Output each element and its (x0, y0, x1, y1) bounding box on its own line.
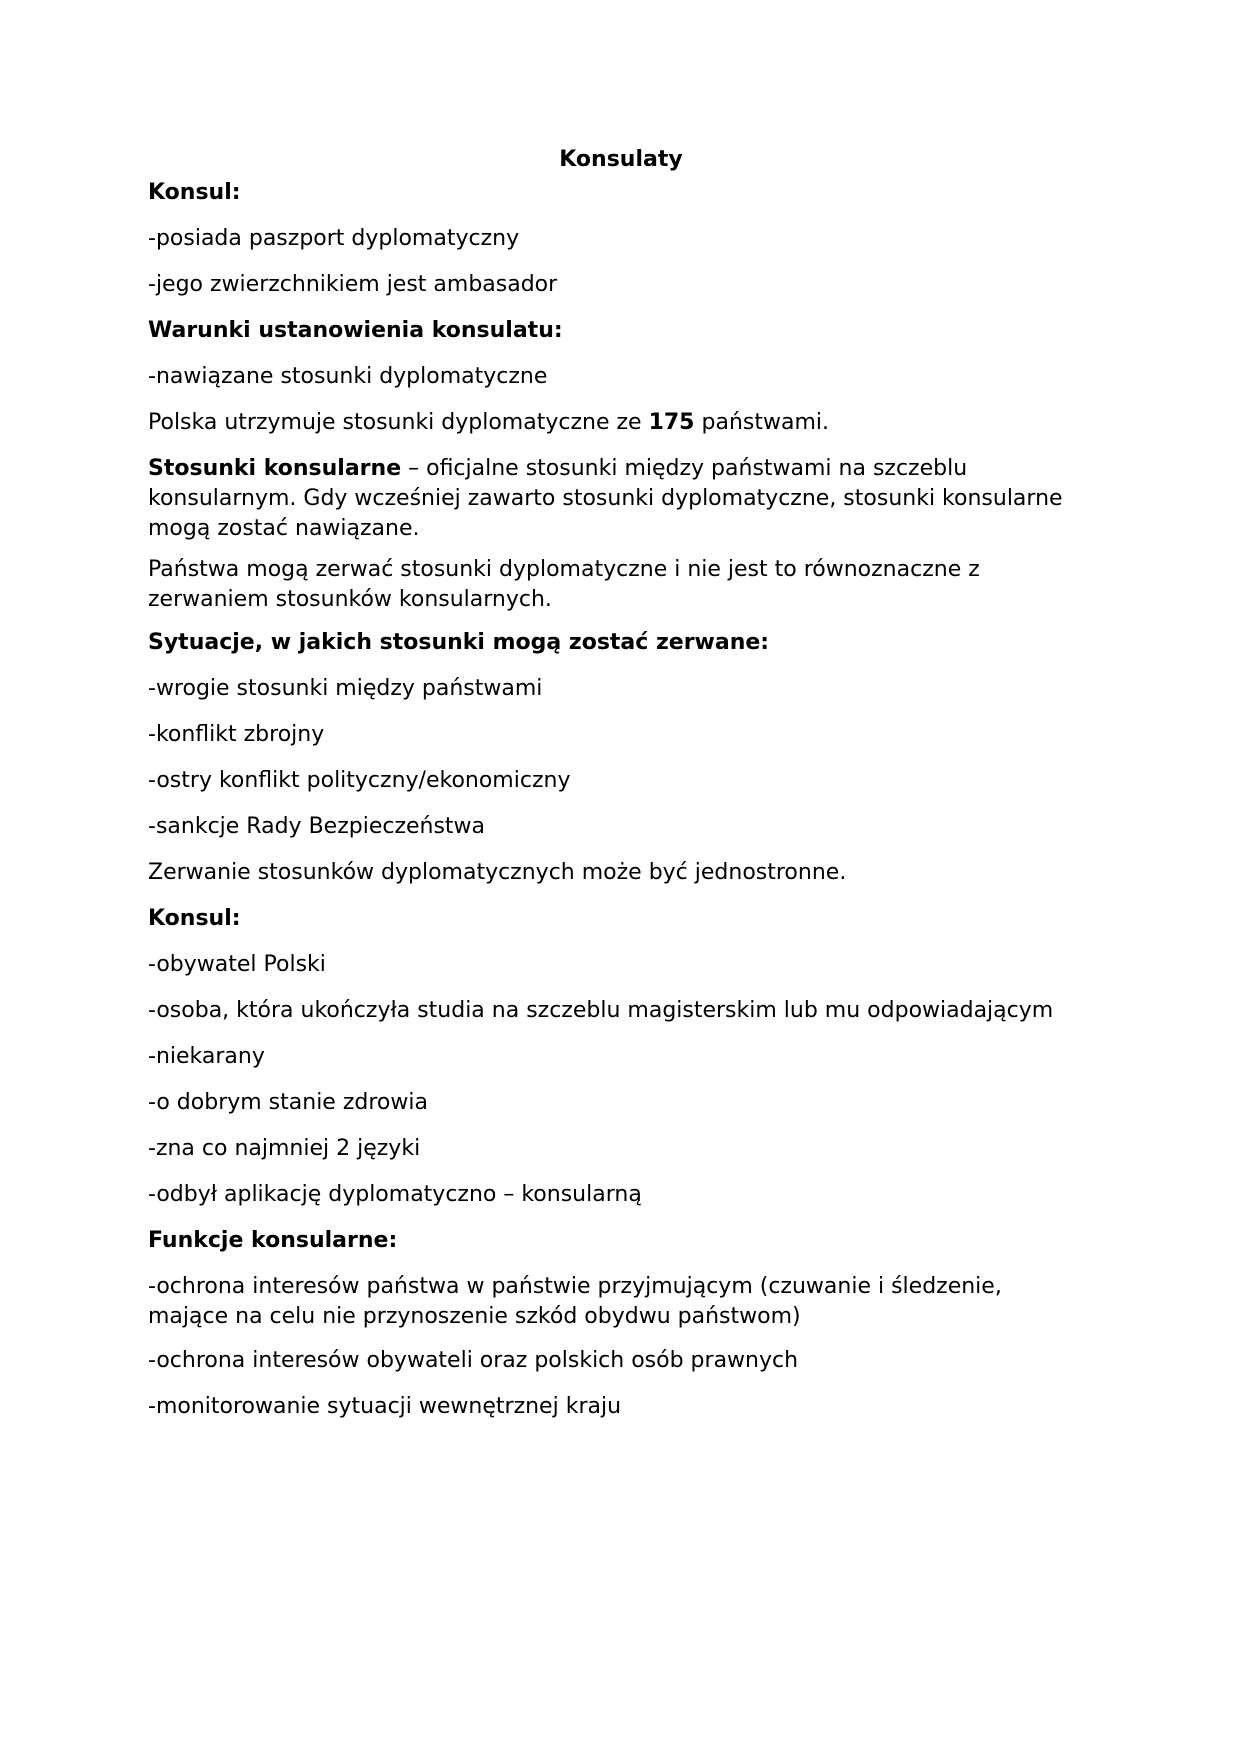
list-item: -osoba, która ukończyła studia na szczeblu magisterskim lub mu odpowiadającym (148, 998, 1054, 1023)
list-item: -niekarany (148, 1044, 265, 1069)
list-item: -nawiązane stosunki dyplomatyczne (148, 364, 548, 389)
list-item: -wrogie stosunki między państwami (148, 676, 543, 701)
list-item: -obywatel Polski (148, 952, 326, 977)
list-item: -o dobrym stanie zdrowia (148, 1090, 428, 1115)
list-item: -odbył aplikację dyplomatyczno – konsularną (148, 1182, 642, 1207)
paragraph: Zerwanie stosunków dyplomatycznych może być jednostronne. (148, 860, 847, 885)
section-heading: Sytuacje, w jakich stosunki mogą zostać zerwane: (148, 630, 770, 655)
paragraph: Państwa mogą zerwać stosunki dyplomatyczne i nie jest to równoznaczne z zerwaniem stosunków konsularnych. (148, 557, 980, 612)
list-item: -ochrona interesów państwa w państwie przyjmującym (czuwanie i śledzenie, mające na celu nie przynoszenie szkód obydwu państwom) (148, 1274, 1002, 1329)
bold-number: 175 (648, 410, 695, 435)
list-item: -konflikt zbrojny (148, 722, 325, 747)
section-heading: Warunki ustanowienia konsulatu: (148, 318, 563, 343)
paragraph: Polska utrzymuje stosunki dyplomatyczne ze 175 państwami. (148, 410, 829, 435)
bold-term: Stosunki konsularne (148, 456, 402, 481)
document-title: Konsulaty (559, 147, 683, 172)
list-item: -ostry konflikt polityczny/ekonomiczny (148, 768, 571, 793)
list-item: -ochrona interesów obywateli oraz polskich osób prawnych (148, 1348, 799, 1373)
section-heading: Konsul: (148, 906, 241, 931)
section-heading: Konsul: (148, 180, 241, 205)
list-item: -jego zwierzchnikiem jest ambasador (148, 272, 558, 297)
list-item: -posiada paszport dyplomatyczny (148, 226, 520, 251)
section-heading: Funkcje konsularne: (148, 1228, 398, 1253)
list-item: -zna co najmniej 2 języki (148, 1136, 421, 1161)
list-item: -monitorowanie sytuacji wewnętrznej kraju (148, 1394, 622, 1419)
paragraph: Stosunki konsularne – oficjalne stosunki między państwami na szczeblu konsularnym. Gdy wcześniej zawarto stosunki dyplomatyczne, stosunki konsularne mogą zostać nawiązane. (148, 456, 1063, 541)
list-item: -sankcje Rady Bezpieczeństwa (148, 814, 486, 839)
